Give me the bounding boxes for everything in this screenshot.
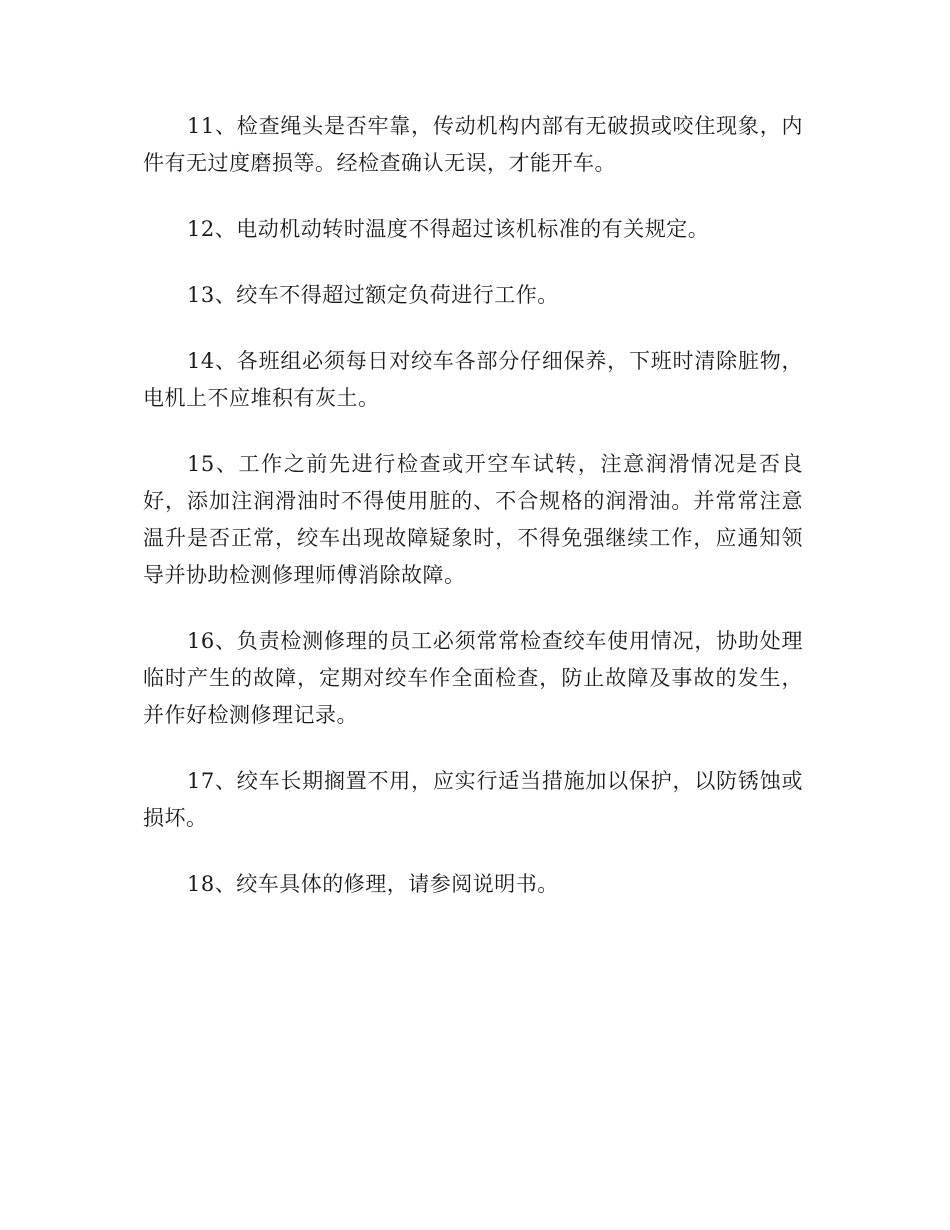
paragraph-13: 13、绞车不得超过额定负荷进行工作。 <box>187 283 559 307</box>
paragraph-18: 18、绞车具体的修理，请参阅说明书。 <box>187 872 559 896</box>
paragraph-16: 16、负责检测修理的员工必须常常检查绞车使用情况，协助处理临时产生的故障，定期对绞车作全面检查，防止故障及事故的发生，并作好检测修理记录。 <box>143 629 803 727</box>
paragraph-12: 12、电动机动转时温度不得超过该机标准的有关规定。 <box>187 217 710 241</box>
document-body <box>143 108 803 932</box>
paragraph-14: 14、各班组必须每日对绞车各部分仔细保养，下班时清除脏物，电机上不应堆积有灰土。 <box>143 349 803 410</box>
paragraph-11: 11、检查绳头是否牢靠，传动机构内部有无破损或咬住现象，内件有无过度磨损等。经检查确认无误，才能开车。 <box>143 114 803 175</box>
paragraph-15: 15、工作之前先进行检查或开空车试转，注意润滑情况是否良好，添加注润滑油时不得使用脏的、不合规格的润滑油。并常常注意温升是否正常，绞车出现故障疑象时，不得免强继续工作，应通知领导并协助检测修理师傅消除故障。 <box>143 452 803 587</box>
paragraph-17: 17、绞车长期搁置不用，应实行适当措施加以保护，以防锈蚀或损坏。 <box>143 769 803 830</box>
